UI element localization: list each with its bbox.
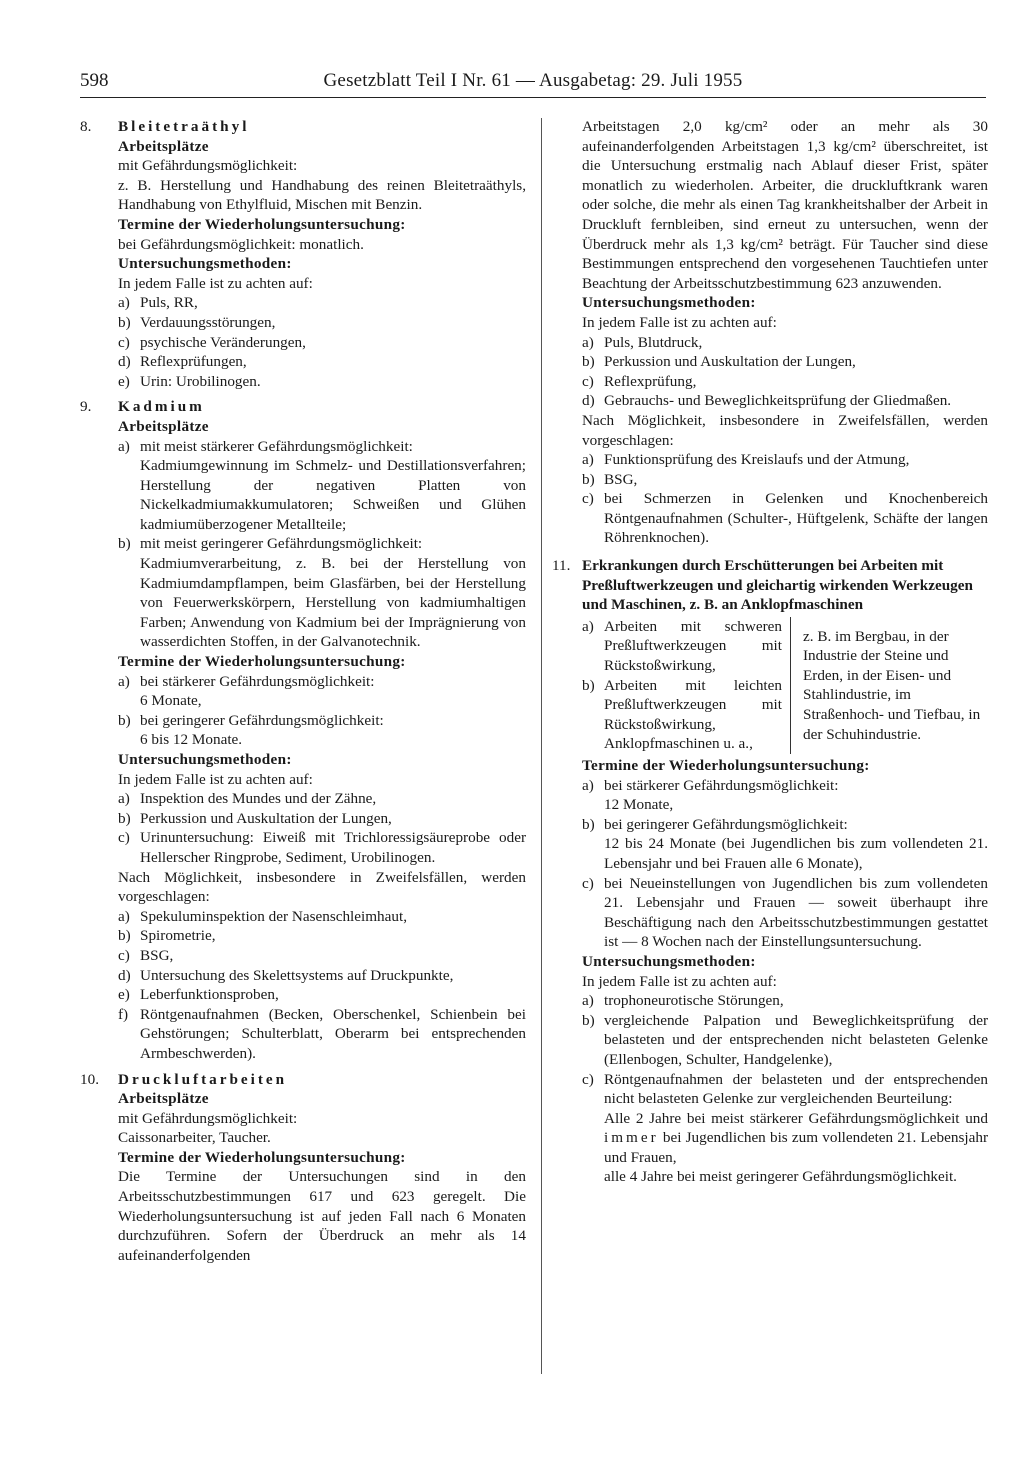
section-8 bbox=[80, 117, 526, 391]
list-text: Urin: Urobilinogen. bbox=[140, 372, 261, 390]
section-title: Druckluftarbeiten bbox=[118, 1070, 288, 1088]
subheading: Arbeitsplätze bbox=[118, 417, 209, 435]
list-item bbox=[118, 966, 526, 986]
list-text-detail: 6 bis 12 Monate. bbox=[140, 731, 243, 749]
list-item bbox=[582, 1070, 988, 1109]
list-marker: c) bbox=[582, 1070, 594, 1088]
list-marker: b) bbox=[582, 353, 595, 371]
list-text bbox=[140, 672, 526, 711]
list-marker: c) bbox=[582, 372, 594, 390]
list-marker: f) bbox=[118, 1005, 129, 1023]
list-marker: b) bbox=[582, 815, 595, 833]
paragraph: z. B. Herstellung und Handhabung des reinen Bleitetraäthyls, Handhabung von Ethylfluid, Mischen mit Benzin. bbox=[118, 176, 526, 214]
subheading: Untersuchungsmethoden: bbox=[118, 751, 292, 768]
paragraph: Nach Möglichkeit, insbesondere in Zweifelsfällen, werden vorgeschlagen: bbox=[118, 868, 526, 906]
list-text bbox=[140, 437, 526, 535]
subheading: Termine der Wiederholungsuntersuchung: bbox=[582, 757, 870, 774]
list-item bbox=[118, 985, 526, 1005]
list-item bbox=[118, 828, 526, 867]
list-marker: b) bbox=[582, 470, 595, 488]
list-marker: a) bbox=[582, 617, 594, 635]
list-text: Untersuchung des Skelettsystems auf Druckpunkte, bbox=[140, 966, 454, 984]
list-marker: e) bbox=[118, 986, 130, 1004]
list-marker: d) bbox=[118, 966, 131, 984]
list-text: Röntgenaufnahmen der belasteten und der entsprechenden nicht belasteten Gelenke zur vergleichenden Beurteilung: bbox=[604, 1070, 988, 1108]
list-text-detail: 6 Monate, bbox=[140, 692, 202, 710]
section-10 bbox=[80, 1070, 526, 1266]
list-text bbox=[140, 534, 526, 652]
section-11 bbox=[552, 556, 988, 1187]
list-marker: a) bbox=[118, 790, 130, 808]
section-number: 10. bbox=[80, 1070, 99, 1088]
list-item bbox=[118, 711, 526, 750]
list-text-detail: 12 Monate, bbox=[604, 796, 674, 814]
list-text: Inspektion des Mundes und der Zähne, bbox=[140, 790, 377, 808]
text-run: bei Jugendlichen bis zum vollendeten 21. Lebensjahr und Frauen, bbox=[604, 1129, 988, 1166]
section-9 bbox=[80, 397, 526, 1063]
paragraph: In jedem Falle ist zu achten auf: bbox=[582, 972, 777, 990]
list-text: Puls, RR, bbox=[140, 294, 198, 312]
list-text: Spekuluminspektion der Nasenschleimhaut, bbox=[140, 907, 407, 925]
page-header bbox=[80, 70, 986, 96]
list-marker: c) bbox=[582, 490, 594, 508]
text-run-spaced: immer bbox=[604, 1129, 659, 1147]
list-item bbox=[118, 809, 526, 829]
list-text-detail: Kadmiumverarbeitung, z. B. bei der Herstellung von Kadmiumdampflampen, beim Glasfärben, bei der Herstellung von Feuerwerkskörpern, Herstellung von kadmiumhaltigen Farben; Anwendung von Kadmium bei der Imprägnierung von wasserdichten Stoffen, in der Galvanotechnik. bbox=[140, 555, 526, 651]
list-marker: c) bbox=[582, 874, 594, 892]
right-column bbox=[552, 117, 988, 1193]
list-item bbox=[582, 352, 988, 372]
list-text: trophoneurotische Störungen, bbox=[604, 992, 784, 1010]
list-item bbox=[582, 391, 988, 411]
list-item bbox=[118, 333, 526, 353]
list-text-head: bei stärkerer Gefährdungsmöglichkeit: bbox=[140, 672, 375, 690]
list-text: vergleichende Palpation und Beweglichkeitsprüfung der belasteten und der entsprechenden nicht belasteten Gelenke (Ellenbogen, Schulter, Handgelenke), bbox=[604, 1011, 988, 1068]
list-text-head: mit meist geringerer Gefährdungsmöglichkeit: bbox=[140, 535, 423, 553]
list-item bbox=[582, 489, 988, 548]
paragraph: mit Gefährdungsmöglichkeit: bbox=[118, 157, 298, 175]
list-marker: d) bbox=[582, 392, 595, 410]
list-marker: a) bbox=[118, 672, 130, 690]
list-text: Urinuntersuchung: Eiweiß mit Trichloressigsäureprobe oder Hellerscher Ringprobe, Sediment, Urobilinogen. bbox=[140, 829, 526, 866]
list-marker: c) bbox=[118, 333, 130, 351]
list-marker: a) bbox=[118, 907, 130, 925]
list-marker: a) bbox=[582, 776, 594, 794]
list-text bbox=[604, 776, 988, 815]
page-number: 598 bbox=[80, 70, 109, 91]
list-item bbox=[582, 333, 988, 353]
bracket-right-text: z. B. im Bergbau, in der Industrie der Steine und Erden, in der Eisen- und Stahlindustrie, im Straßenhoch- und Tiefbau, in der Schuhindustrie. bbox=[803, 627, 981, 743]
bracket-left bbox=[582, 617, 791, 754]
subheading: Termine der Wiederholungsuntersuchung: bbox=[118, 215, 406, 233]
section-number: 8. bbox=[80, 118, 92, 135]
section-title: Bleitetraäthyl bbox=[118, 118, 250, 135]
list-text-detail: Kadmiumgewinnung im Schmelz- und Destillationsverfahren; Herstellung der negativen Platten von Nickelkadmiumakkumulatoren; Schweißen und Glühen kadmiumüberzogener Metallteile; bbox=[140, 457, 526, 533]
list-text: Arbeiten mit leichten Preßluftwerkzeugen mit Rückstoßwirkung, Anklopfmaschinen u. a., bbox=[604, 676, 782, 753]
list-item bbox=[582, 991, 988, 1011]
list-marker: e) bbox=[118, 372, 130, 390]
subheading: Untersuchungsmethoden: bbox=[582, 294, 756, 312]
paragraph: Nach Möglichkeit, insbesondere in Zweifelsfällen, werden vorgeschlagen: bbox=[582, 411, 988, 449]
list-text: Reflexprüfungen, bbox=[140, 353, 247, 371]
list-text: Leberfunktionsproben, bbox=[140, 986, 279, 1004]
list-text: Funktionsprüfung des Kreislaufs und der Atmung, bbox=[604, 451, 910, 469]
subheading: Termine der Wiederholungsuntersuchung: bbox=[118, 1148, 406, 1166]
list-marker: b) bbox=[118, 809, 131, 827]
list-text-head: bei geringerer Gefährdungsmöglichkeit: bbox=[604, 815, 848, 833]
list-item bbox=[582, 470, 988, 490]
paragraph: Caissonarbeiter, Taucher. bbox=[118, 1129, 271, 1147]
list-text: Spirometrie, bbox=[140, 927, 216, 945]
list-item bbox=[582, 815, 988, 874]
bracket-right bbox=[791, 617, 988, 754]
list-marker: b) bbox=[582, 676, 595, 694]
list-item bbox=[118, 534, 526, 652]
list-marker: b) bbox=[582, 1011, 595, 1029]
bracket-block bbox=[582, 617, 988, 754]
list-marker: a) bbox=[582, 451, 594, 469]
list-marker: d) bbox=[118, 353, 131, 371]
list-item bbox=[118, 1005, 526, 1064]
list-item bbox=[582, 874, 988, 952]
list-item bbox=[582, 676, 782, 754]
list-marker: c) bbox=[118, 829, 130, 847]
list-item bbox=[118, 946, 526, 966]
list-text-detail: 12 bis 24 Monate (bei Jugendlichen bis zum vollendeten 21. Lebensjahr und bei Frauen alle 6 Monate), bbox=[604, 835, 988, 872]
list-text: BSG, bbox=[604, 470, 638, 488]
text-run: Alle 2 Jahre bei meist stärkerer Gefährdungsmöglichkeit und bbox=[604, 1109, 988, 1127]
list-item bbox=[118, 907, 526, 927]
list-item bbox=[582, 1011, 988, 1070]
list-text: Arbeiten mit schweren Preßluftwerkzeugen mit Rückstoßwirkung, bbox=[604, 617, 782, 675]
subheading: Untersuchungsmethoden: bbox=[118, 255, 292, 273]
list-text: Reflexprüfung, bbox=[604, 372, 697, 390]
list-text bbox=[140, 711, 526, 750]
list-text: bei Neueinstellungen von Jugendlichen bis zum vollendeten 21. Lebensjahr und Frauen — soweit überhaupt ihre Beschäftigung nach den Arbeitsschutzbestimmungen gestattet ist — 8 Wochen nach der Einstellungsuntersuchung. bbox=[604, 874, 988, 951]
list-text: Perkussion und Auskultation der Lungen, bbox=[604, 353, 856, 371]
paragraph: In jedem Falle ist zu achten auf: bbox=[118, 770, 313, 788]
list-marker: b) bbox=[118, 535, 131, 553]
paragraph: bei Gefährdungsmöglichkeit: monatlich. bbox=[118, 235, 364, 253]
header-rule bbox=[80, 97, 986, 98]
subheading: Termine der Wiederholungsuntersuchung: bbox=[118, 653, 406, 671]
list-marker: b) bbox=[118, 313, 131, 331]
list-item bbox=[118, 789, 526, 809]
list-item bbox=[118, 437, 526, 535]
list-item bbox=[118, 926, 526, 946]
list-text: BSG, bbox=[140, 946, 174, 964]
list-text: Perkussion und Auskultation der Lungen, bbox=[140, 809, 392, 827]
paragraph: Die Termine der Untersuchungen sind in den Arbeitsschutzbestimmungen 617 und 623 geregelt. Die Wiederholungsuntersuchung ist auf jeden Fall nach 6 Monaten durchzuführen. Sofern der Überdruck an mehr als 14 aufeinanderfolgenden bbox=[118, 1168, 526, 1264]
list-item bbox=[118, 372, 526, 392]
list-item bbox=[582, 617, 782, 676]
list-marker: c) bbox=[118, 946, 130, 964]
list-item bbox=[582, 372, 988, 392]
section-number: 9. bbox=[80, 398, 92, 416]
list-marker: a) bbox=[118, 294, 130, 312]
left-column bbox=[80, 117, 526, 1271]
list-text: psychische Veränderungen, bbox=[140, 333, 306, 351]
list-item bbox=[118, 313, 526, 333]
section-title: Kadmium bbox=[118, 398, 205, 416]
column-divider bbox=[541, 118, 542, 1374]
list-item bbox=[118, 672, 526, 711]
list-item bbox=[582, 776, 988, 815]
header-title: Gesetzblatt Teil I Nr. 61 — Ausgabetag: 29. Juli 1955 bbox=[323, 70, 743, 91]
section-10-continued bbox=[582, 117, 988, 548]
subheading: Arbeitsplätze bbox=[118, 137, 209, 155]
list-item bbox=[582, 450, 988, 470]
section-number: 11. bbox=[552, 557, 571, 575]
paragraph: In jedem Falle ist zu achten auf: bbox=[582, 313, 777, 331]
list-marker: a) bbox=[582, 992, 594, 1010]
list-marker: a) bbox=[582, 333, 594, 351]
subheading: Arbeitsplätze bbox=[118, 1090, 209, 1108]
list-text: Puls, Blutdruck, bbox=[604, 333, 703, 351]
paragraph: In jedem Falle ist zu achten auf: bbox=[118, 274, 313, 292]
list-marker: a) bbox=[118, 437, 130, 455]
list-text: Gebrauchs- und Beweglichkeitsprüfung der Gliedmaßen. bbox=[604, 392, 952, 410]
paragraph: Arbeitstagen 2,0 kg/cm² oder an mehr als 30 aufeinanderfolgenden Arbeitstagen 1,3 kg/cm² überschreitet, ist die Untersuchung erstmalig nach Ablauf dieser Frist, später monatlich zu wiederholen. Arbeiter, die druckluftkrank waren oder solche, die mehr als einen Tag krankheitshalber der Arbeit in Druckluft fernbleiben, sind erneut zu untersuchen, wenn der Überdruck mehr als 1,3 kg/cm² beträgt. Für Taucher sind diese Bestimmungen entsprechend den vorgesehenen Tauchtiefen unter Beachtung der Arbeitsschutzbestimmung 623 anzuwenden. bbox=[582, 118, 988, 292]
list-marker: b) bbox=[118, 711, 131, 729]
list-text: Verdauungsstörungen, bbox=[140, 313, 276, 331]
subheading: Untersuchungsmethoden: bbox=[582, 952, 756, 970]
list-text bbox=[604, 815, 988, 874]
section-title: Erkrankungen durch Erschütterungen bei Arbeiten mit Preßluftwerkzeugen und gleichartig wirkenden Werkzeugen und Maschinen, z. B. an Anklopfmaschinen bbox=[582, 557, 973, 614]
list-text-head: bei stärkerer Gefährdungsmöglichkeit: bbox=[604, 776, 839, 794]
paragraph: alle 4 Jahre bei meist geringerer Gefährdungsmöglichkeit. bbox=[604, 1168, 957, 1186]
list-text-head: mit meist stärkerer Gefährdungsmöglichkeit: bbox=[140, 437, 413, 455]
paragraph: mit Gefährdungsmöglichkeit: bbox=[118, 1109, 298, 1127]
list-text: bei Schmerzen in Gelenken und Knochenbereich Röntgenaufnahmen (Schulter-, Hüftgelenk, Schäfte der langen Röhrenknochen). bbox=[604, 490, 988, 547]
list-marker: b) bbox=[118, 927, 131, 945]
list-item bbox=[118, 352, 526, 372]
list-item bbox=[118, 293, 526, 313]
list-text: Röntgenaufnahmen (Becken, Oberschenkel, Schienbein bei Gehstörungen; Schulterblatt, Oberarm bei entsprechenden Armbeschwerden). bbox=[140, 1005, 526, 1062]
paragraph bbox=[582, 1109, 988, 1168]
list-text-head: bei geringerer Gefährdungsmöglichkeit: bbox=[140, 711, 384, 729]
